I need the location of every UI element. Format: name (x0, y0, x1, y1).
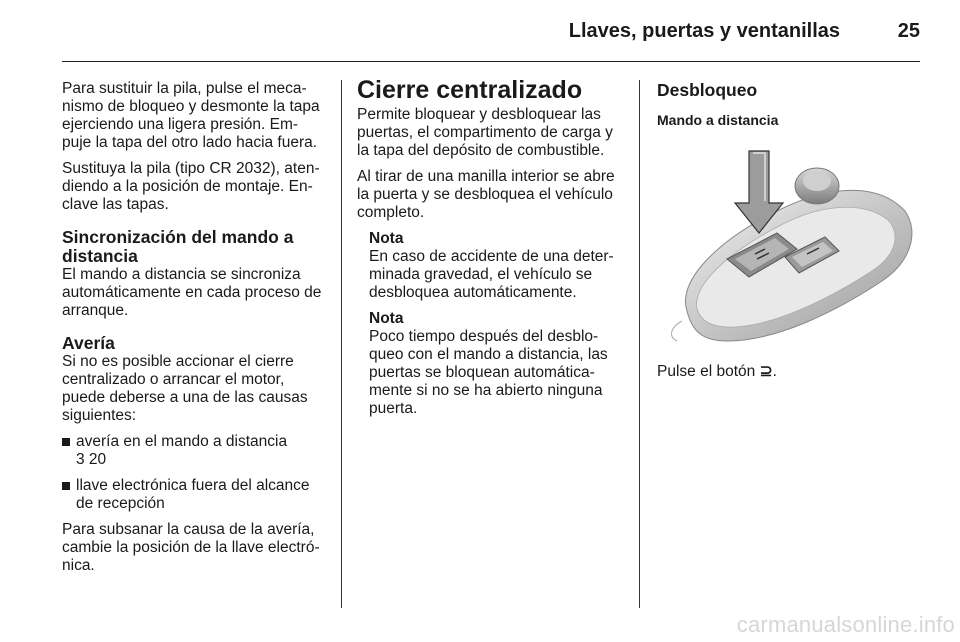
column-divider-1 (341, 80, 342, 608)
page-reference-link[interactable]: 3 20 (76, 451, 107, 468)
list-item (62, 477, 327, 513)
paragraph-interior-handle: Al tirar de una manilla interior se abre la puerta y se desbloquea el vehículo completo. (357, 168, 615, 221)
paragraph-central-locking: Permite bloquear y desbloquear las puertas, el compartimento de carga y la tapa del depósito de combustible. (357, 106, 613, 159)
column-left (62, 80, 327, 583)
paragraph-sync: El mando a distancia se sincroniza automáticamente en cada proceso de arranque. (62, 266, 322, 319)
paragraph-fault: Si no es posible accionar el cierre centralizado o arrancar el motor, puede deberse a una de las causas siguientes: (62, 353, 308, 424)
column-right (657, 80, 920, 389)
note-relock (369, 310, 625, 418)
heading-central-locking: Cierre centralizado (357, 76, 583, 104)
heading-fault: Avería (62, 333, 115, 353)
caption-period: . (772, 363, 777, 380)
note-text: En caso de accidente de una deter- minada gravedad, el vehículo se desbloquea automáticamente. (369, 248, 614, 301)
note-label: Nota (369, 230, 404, 247)
note-accident (369, 230, 625, 302)
caption-press-button (657, 363, 920, 381)
paragraph-battery-type: Sustituya la pila (tipo CR 2032), aten- diendo a la posición de montaje. En- clave las tapas. (62, 160, 320, 213)
remote-key-illustration (657, 141, 920, 349)
paragraph-fault-fix: Para subsanar la causa de la avería, cambie la posición de la llave electró- nica. (62, 521, 320, 574)
heading-sync: Sincronización del mando a distancia (62, 227, 294, 266)
column-middle (357, 76, 625, 426)
column-divider-2 (639, 80, 640, 608)
list-item-text: llave electrónica fuera del alcance de recepción (76, 477, 310, 512)
heading-unlocking: Desbloqueo (657, 80, 758, 100)
caption-text: Pulse el botón (657, 363, 756, 380)
unlock-button-icon: ⊇ (759, 363, 773, 380)
page-header-title: Llaves, puertas y ventanillas (568, 20, 840, 42)
key-fob-icon (657, 141, 920, 349)
list-item-text: avería en el mando a distancia (76, 433, 288, 450)
page-number: 25 (897, 20, 920, 42)
paragraph-battery-replace: Para sustituir la pila, pulse el meca- nismo de bloqueo y desmonte la tapa ejerciendo una ligera presión. Em- puje la tapa del otro lado hacia fuera. (62, 80, 320, 151)
fault-cause-list (62, 433, 327, 513)
note-label: Nota (369, 310, 404, 327)
note-text: Poco tiempo después del desblo- queo con el mando a distancia, las puertas se bloquean automática- mente si no se ha abierto ninguna puerta. (369, 328, 608, 417)
watermark: carmanualsonline.info (736, 612, 955, 637)
header-rule (62, 61, 920, 62)
list-item (62, 433, 327, 469)
subheading-remote: Mando a distancia (657, 112, 779, 128)
